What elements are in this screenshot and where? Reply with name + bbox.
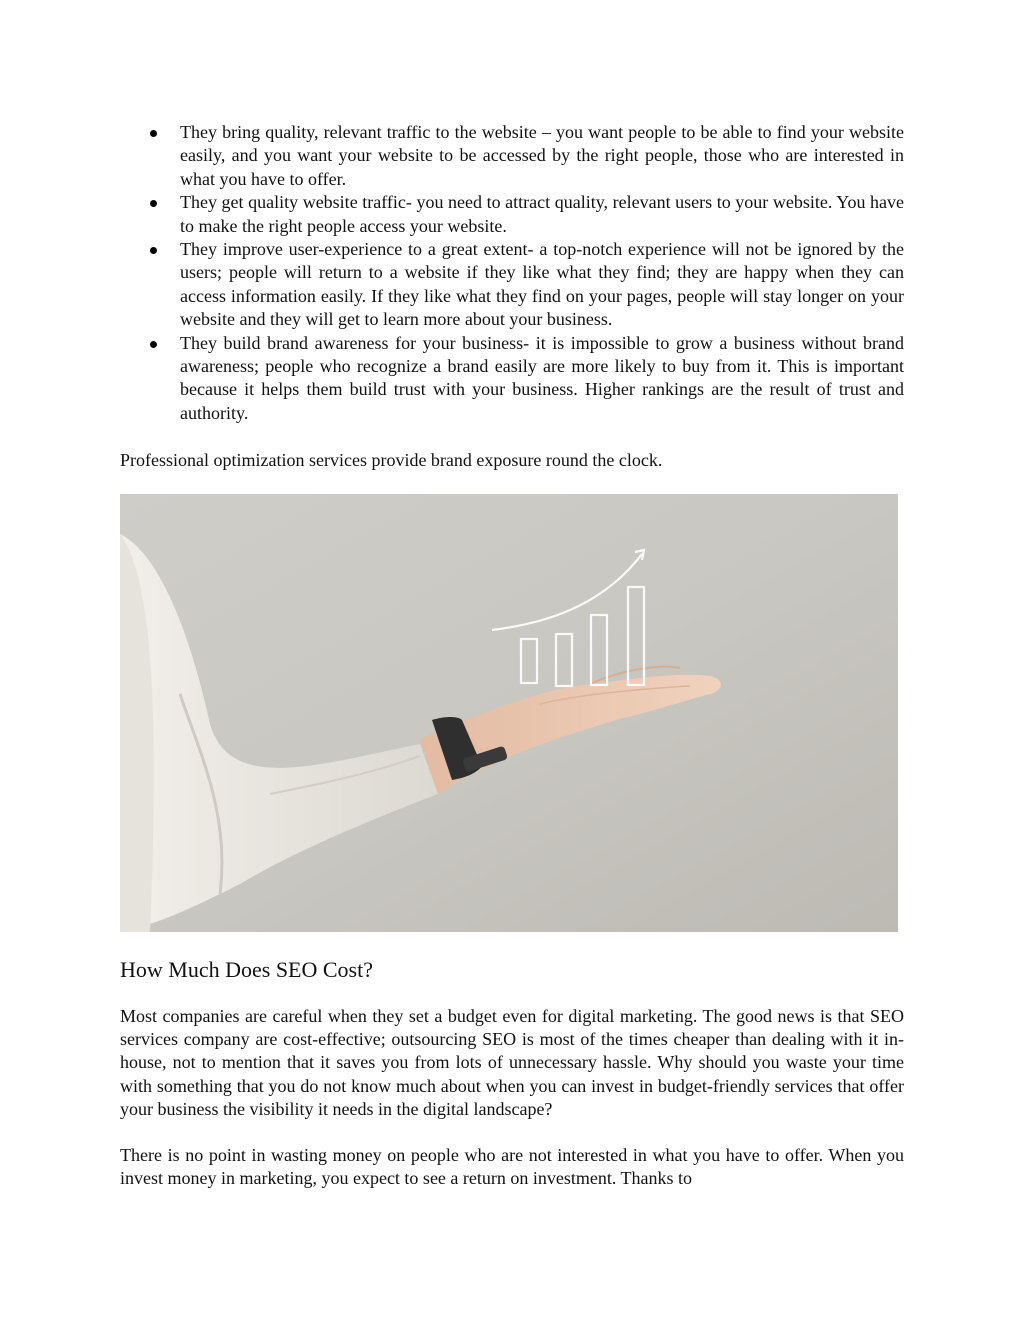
bullet-item xyxy=(120,332,904,426)
bullet-item xyxy=(120,238,904,332)
section-heading: How Much Does SEO Cost? xyxy=(120,957,373,982)
bullet-dot xyxy=(150,341,157,348)
benefits-bullet-list xyxy=(120,121,904,425)
bullet-dot xyxy=(150,200,157,207)
bullet-text: They bring quality, relevant traffic to the website – you want people to be able to find your website easily, and you want your website to be accessed by the right people, those who are interested in what you have to offer. xyxy=(180,122,904,189)
hand-growth-chart-photo xyxy=(120,494,898,932)
bullet-text: They improve user-experience to a great extent- a top-notch experience will not be ignored by the users; people will return to a website if they like what they find; they are happy when they can access information easily. If they like what they find on your pages, people will stay longer on your website and they will get to learn more about your business. xyxy=(180,239,904,330)
body-paragraph: Most companies are careful when they set a budget even for digital marketing. The good news is that SEO services company are cost-effective; outsourcing SEO is most of the times cheaper than dealing with it in-house, not to mention that it saves you from lots of unnecessary hassle. Why should you waste your time with something that you do not know much about when you can invest in budget-friendly services that offer your business the visibility it needs in the digital landscape? xyxy=(120,1006,904,1119)
bullet-dot xyxy=(150,247,157,254)
bullet-dot xyxy=(150,130,157,137)
bullet-item xyxy=(120,191,904,238)
bullet-text: They get quality website traffic- you need to attract quality, relevant users to your website. You have to make the right people access your website. xyxy=(180,192,904,236)
intro-paragraph: Professional optimization services provide brand exposure round the clock. xyxy=(120,450,663,470)
bullet-item xyxy=(120,121,904,191)
body-paragraph: There is no point in wasting money on people who are not interested in what you have to offer. When you invest money in marketing, you expect to see a return on investment. Thanks to xyxy=(120,1145,904,1189)
bullet-text: They build brand awareness for your business- it is impossible to grow a business without brand awareness; people who recognize a brand easily are more likely to buy from it. This is important because it helps them build trust with your business. Higher rankings are the result of trust and authority. xyxy=(180,332,904,423)
